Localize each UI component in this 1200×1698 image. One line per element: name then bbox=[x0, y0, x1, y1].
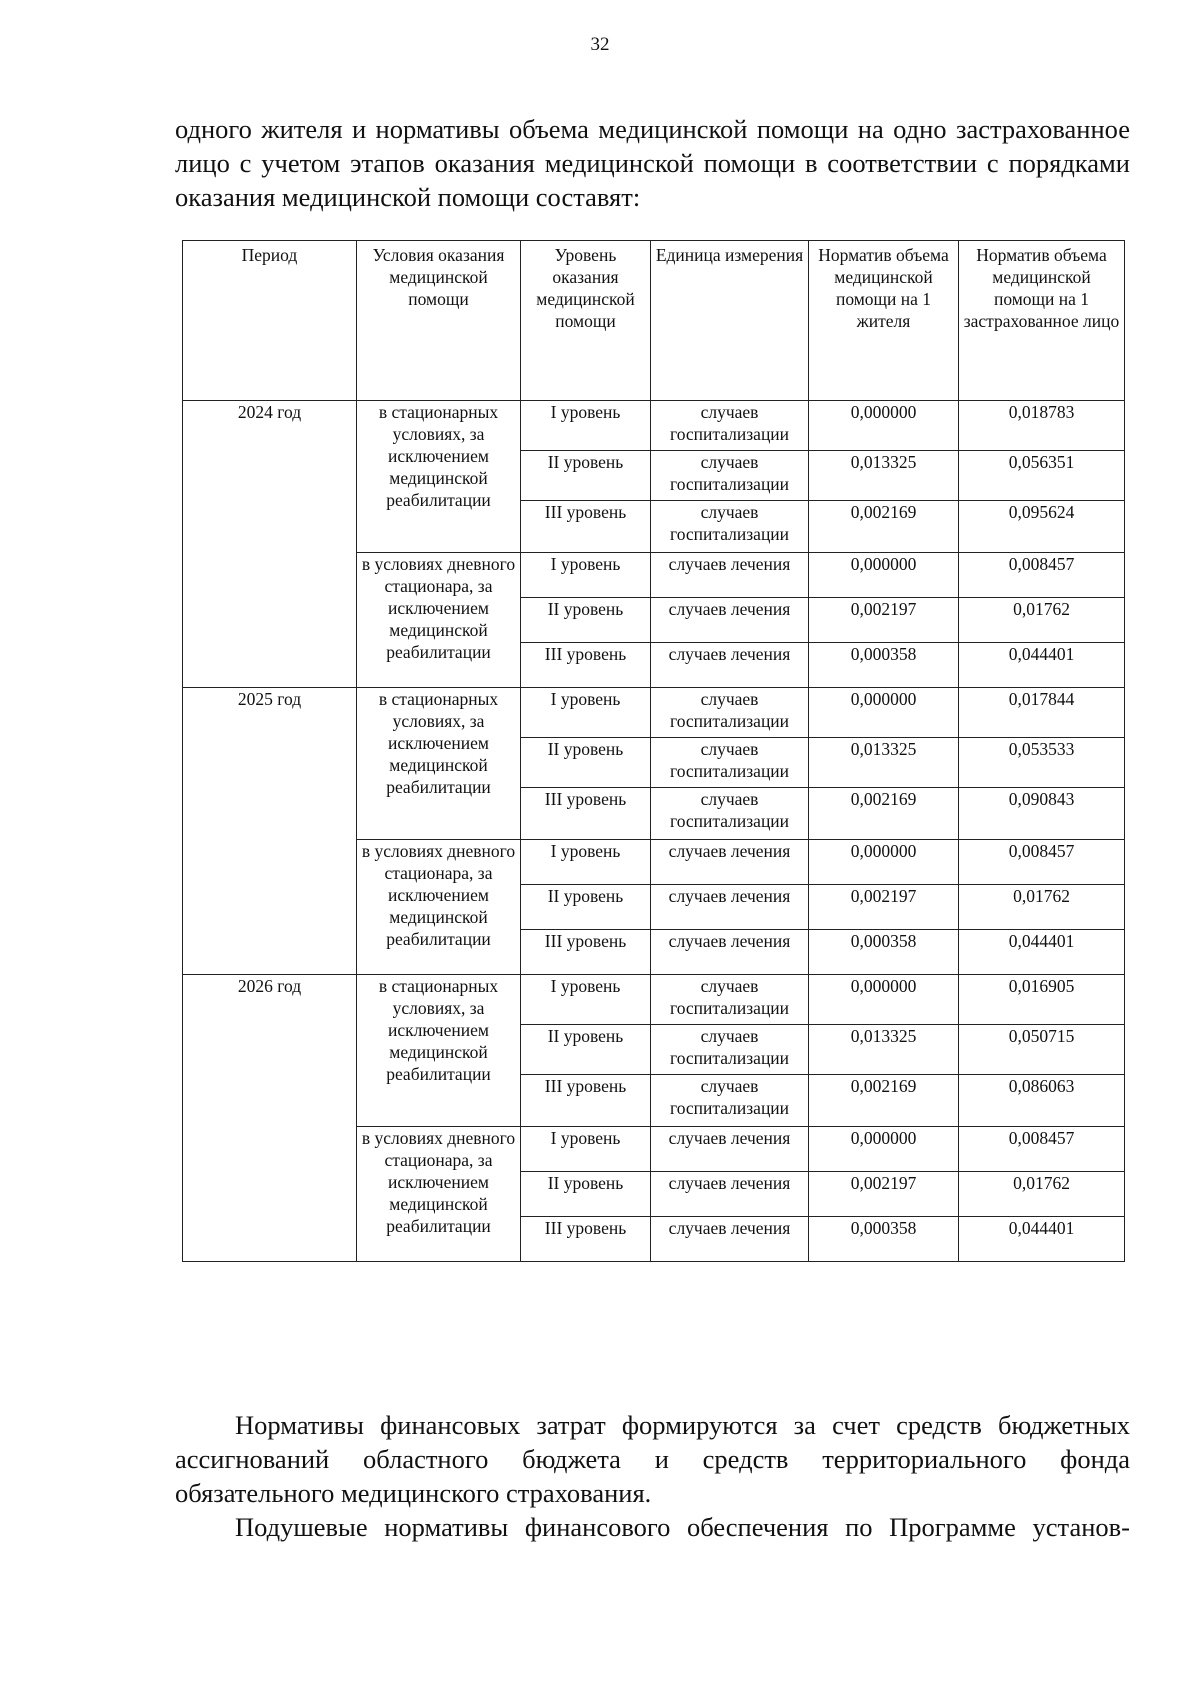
level-cell: I уровень bbox=[521, 688, 651, 738]
level-cell: III уровень bbox=[521, 501, 651, 553]
header-period: Период bbox=[183, 241, 357, 401]
header-unit: Единица измерения bbox=[651, 241, 809, 401]
per-insured-value: 0,016905 bbox=[959, 975, 1125, 1025]
level-cell: I уровень bbox=[521, 1127, 651, 1172]
table-row bbox=[183, 688, 1125, 738]
unit-cell: случаев лечения bbox=[651, 598, 809, 643]
per-insured-value: 0,01762 bbox=[959, 885, 1125, 930]
table-body bbox=[183, 401, 1125, 1262]
per-resident-value: 0,013325 bbox=[809, 451, 959, 501]
level-cell: I уровень bbox=[521, 553, 651, 598]
per-insured-value: 0,050715 bbox=[959, 1025, 1125, 1075]
per-insured-value: 0,086063 bbox=[959, 1075, 1125, 1127]
per-resident-value: 0,002169 bbox=[809, 1075, 959, 1127]
level-cell: II уровень bbox=[521, 738, 651, 788]
table-row bbox=[183, 401, 1125, 451]
per-resident-value: 0,013325 bbox=[809, 1025, 959, 1075]
per-resident-value: 0,000000 bbox=[809, 401, 959, 451]
per-insured-value: 0,053533 bbox=[959, 738, 1125, 788]
per-insured-value: 0,017844 bbox=[959, 688, 1125, 738]
unit-cell: случаев госпитализации bbox=[651, 975, 809, 1025]
unit-cell: случаев лечения bbox=[651, 885, 809, 930]
level-cell: III уровень bbox=[521, 1075, 651, 1127]
norms-table bbox=[182, 240, 1125, 1262]
intro-paragraph: одного жителя и нормативы объема медицинской помощи на одно застрахованное лицо с учетом этапов оказания медицинской помощи в соответствии с порядками оказания медицинской помощи составят: bbox=[175, 114, 1130, 212]
per-resident-value: 0,002197 bbox=[809, 598, 959, 643]
unit-cell: случаев госпитализации bbox=[651, 1075, 809, 1127]
per-resident-value: 0,000000 bbox=[809, 553, 959, 598]
unit-cell: случаев лечения bbox=[651, 840, 809, 885]
per-resident-value: 0,002197 bbox=[809, 1172, 959, 1217]
unit-cell: случаев госпитализации bbox=[651, 788, 809, 840]
unit-cell: случаев госпитализации bbox=[651, 688, 809, 738]
condition-cell: в стационарных условиях, за исключением медицинской реабилитации bbox=[357, 401, 521, 553]
per-resident-value: 0,000000 bbox=[809, 688, 959, 738]
table-row bbox=[183, 975, 1125, 1025]
header-per-insured: Норматив объема медицинской помощи на 1 застрахованное лицо bbox=[959, 241, 1125, 401]
condition-cell: в условиях дневного стационара, за исключением медицинской реабилитации bbox=[357, 553, 521, 688]
level-cell: II уровень bbox=[521, 451, 651, 501]
financial-costs-paragraph: Нормативы финансовых затрат формируются за счет средств бюджетных ассигнований областного бюджета и средств территориального фонда обязательного медицинского страхования. bbox=[175, 1410, 1130, 1508]
per-insured-value: 0,008457 bbox=[959, 553, 1125, 598]
per-insured-value: 0,008457 bbox=[959, 1127, 1125, 1172]
unit-cell: случаев госпитализации bbox=[651, 401, 809, 451]
level-cell: III уровень bbox=[521, 643, 651, 688]
per-insured-value: 0,056351 bbox=[959, 451, 1125, 501]
period-cell: 2025 год bbox=[183, 688, 357, 975]
per-insured-value: 0,044401 bbox=[959, 643, 1125, 688]
page-number: 32 bbox=[590, 34, 610, 55]
unit-cell: случаев госпитализации bbox=[651, 738, 809, 788]
per-resident-value: 0,013325 bbox=[809, 738, 959, 788]
period-cell: 2024 год bbox=[183, 401, 357, 688]
unit-cell: случаев лечения bbox=[651, 643, 809, 688]
header-per-resident: Норматив объема медицинской помощи на 1 жителя bbox=[809, 241, 959, 401]
unit-cell: случаев лечения bbox=[651, 1172, 809, 1217]
per-resident-value: 0,000000 bbox=[809, 975, 959, 1025]
per-insured-value: 0,008457 bbox=[959, 840, 1125, 885]
per-insured-value: 0,01762 bbox=[959, 1172, 1125, 1217]
per-insured-value: 0,044401 bbox=[959, 1217, 1125, 1262]
level-cell: I уровень bbox=[521, 840, 651, 885]
header-conditions: Условия оказания медицинской помощи bbox=[357, 241, 521, 401]
unit-cell: случаев госпитализации bbox=[651, 501, 809, 553]
per-capita-paragraph: Подушевые нормативы финансового обеспечения по Программе установ- bbox=[235, 1512, 1130, 1542]
per-resident-value: 0,000358 bbox=[809, 643, 959, 688]
unit-cell: случаев госпитализации bbox=[651, 451, 809, 501]
unit-cell: случаев лечения bbox=[651, 553, 809, 598]
header-level: Уровень оказания медицинской помощи bbox=[521, 241, 651, 401]
condition-cell: в условиях дневного стационара, за исключением медицинской реабилитации bbox=[357, 1127, 521, 1262]
unit-cell: случаев лечения bbox=[651, 930, 809, 975]
per-resident-value: 0,002197 bbox=[809, 885, 959, 930]
table-header-row bbox=[183, 241, 1125, 401]
condition-cell: в стационарных условиях, за исключением медицинской реабилитации bbox=[357, 688, 521, 840]
level-cell: I уровень bbox=[521, 975, 651, 1025]
unit-cell: случаев лечения bbox=[651, 1217, 809, 1262]
per-resident-value: 0,000000 bbox=[809, 1127, 959, 1172]
unit-cell: случаев госпитализации bbox=[651, 1025, 809, 1075]
level-cell: II уровень bbox=[521, 885, 651, 930]
per-insured-value: 0,095624 bbox=[959, 501, 1125, 553]
level-cell: II уровень bbox=[521, 1025, 651, 1075]
period-cell: 2026 год bbox=[183, 975, 357, 1262]
per-resident-value: 0,000358 bbox=[809, 1217, 959, 1262]
level-cell: II уровень bbox=[521, 598, 651, 643]
per-insured-value: 0,090843 bbox=[959, 788, 1125, 840]
per-insured-value: 0,018783 bbox=[959, 401, 1125, 451]
per-resident-value: 0,002169 bbox=[809, 501, 959, 553]
per-resident-value: 0,002169 bbox=[809, 788, 959, 840]
level-cell: III уровень bbox=[521, 788, 651, 840]
per-resident-value: 0,000000 bbox=[809, 840, 959, 885]
level-cell: III уровень bbox=[521, 1217, 651, 1262]
unit-cell: случаев лечения bbox=[651, 1127, 809, 1172]
condition-cell: в стационарных условиях, за исключением медицинской реабилитации bbox=[357, 975, 521, 1127]
level-cell: II уровень bbox=[521, 1172, 651, 1217]
level-cell: I уровень bbox=[521, 401, 651, 451]
per-resident-value: 0,000358 bbox=[809, 930, 959, 975]
per-insured-value: 0,01762 bbox=[959, 598, 1125, 643]
level-cell: III уровень bbox=[521, 930, 651, 975]
per-insured-value: 0,044401 bbox=[959, 930, 1125, 975]
condition-cell: в условиях дневного стационара, за исключением медицинской реабилитации bbox=[357, 840, 521, 975]
